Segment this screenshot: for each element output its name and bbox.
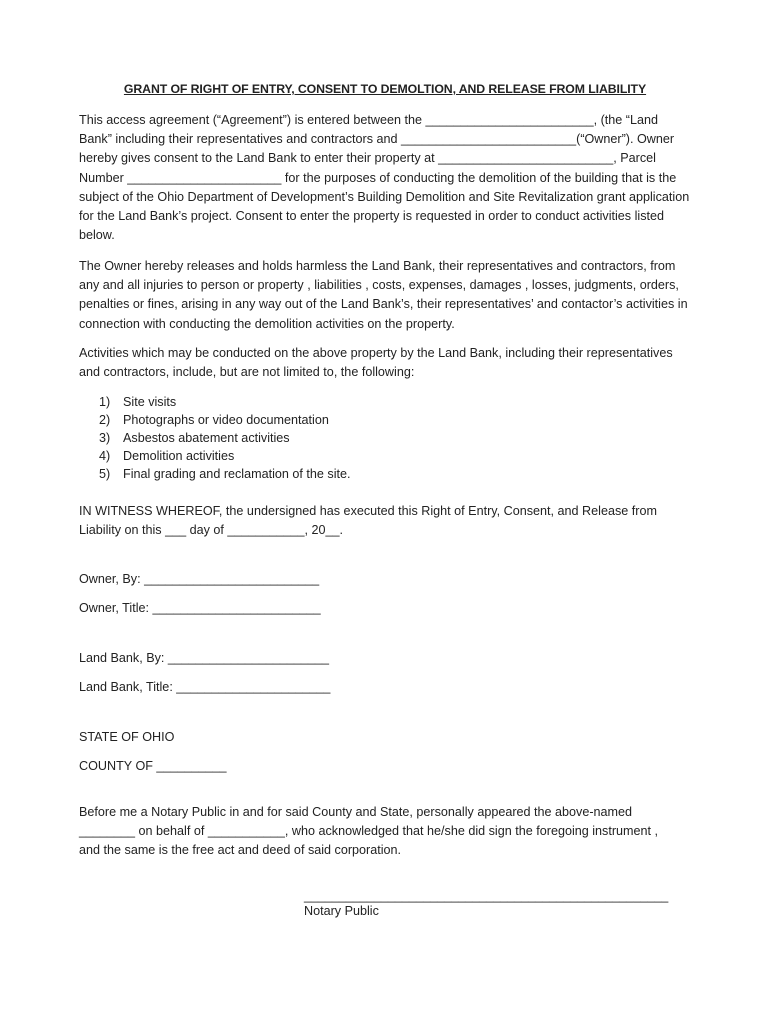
list-item: 5) Final grading and reclamation of the site. — [99, 467, 351, 481]
activities-list — [99, 393, 351, 483]
landbank-by-line[interactable]: Land Bank, By: _______________________ — [79, 651, 330, 665]
owner-title-line[interactable]: Owner, Title: ________________________ — [79, 601, 321, 615]
notary-public-label: Notary Public — [304, 904, 379, 918]
state-label: STATE OF OHIO — [79, 730, 175, 744]
agreement-paragraph: This access agreement (“Agreement”) is entered between the ________________________, (the “Land Bank” including their representatives and contractors and _________________________(“Owner”). Owner hereby gives consent to the Land Bank to enter their property at _________________________, Parcel Number ______________________ for the purposes of conducting the demolition of the building that is the subject of the Ohio Department of Development’s Building Demolition and Site Revitalization grant application for the Land Bank’s project. Consent to enter the property is requested in order to conduct activities listed below. — [79, 113, 690, 243]
notary-signature-line[interactable]: ____________________________________________________ — [304, 889, 669, 903]
release-paragraph: The Owner hereby releases and holds harmless the Land Bank, their representatives and contractors, from any and all injuries to person or property , liabilities , costs, expenses, damages , losses, judgments, orders, penalties or fines, arising in any way out of the Land Bank’s, their representatives’ and contactor’s activities in connection with conducting the demolition activities on the property. — [79, 259, 688, 331]
list-item: 2) Photographs or video documentation — [99, 413, 329, 427]
list-item: 4) Demolition activities — [99, 449, 235, 463]
document-title: GRANT OF RIGHT OF ENTRY, CONSENT TO DEMOLTION, AND RELEASE FROM LIABILITY — [123, 82, 647, 96]
owner-by-line[interactable]: Owner, By: _________________________ — [79, 572, 320, 586]
witness-paragraph: IN WITNESS WHEREOF, the undersigned has executed this Right of Entry, Consent, and Release from Liability on this ___ day of ___________, 20__. — [79, 504, 657, 538]
county-line[interactable]: COUNTY OF __________ — [79, 759, 227, 773]
list-item: 1) Site visits — [99, 395, 177, 409]
list-item: 3) Asbestos abatement activities — [99, 431, 290, 445]
notary-signature-block — [304, 887, 668, 921]
notary-paragraph: Before me a Notary Public in and for said County and State, personally appeared the above-named ________ on behalf of ___________, who acknowledged that he/she did sign the foregoing instrument , and the same is the free act and deed of said corporation. — [79, 805, 659, 858]
activities-intro-paragraph: Activities which may be conducted on the above property by the Land Bank, including their representatives and contractors, include, but are not limited to, the following: — [79, 346, 673, 380]
landbank-title-line[interactable]: Land Bank, Title: ______________________ — [79, 680, 331, 694]
